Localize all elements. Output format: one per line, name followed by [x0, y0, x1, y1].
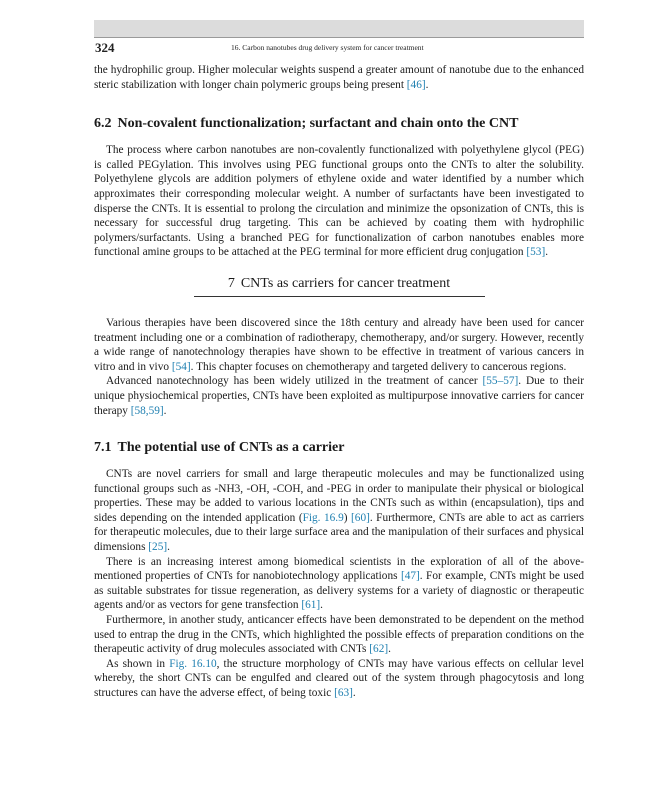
figure-link[interactable]: Fig. 16.10 [169, 657, 217, 670]
section-title: The potential use of CNTs as a carrier [117, 440, 345, 456]
section-title: CNTs as carriers for cancer treatment [240, 275, 451, 291]
paragraph-nanotechnology: Advanced nanotechnology has been widely utilized in the treatment of cancer [55–57]. Due to their unique physiochemical properties, CNTs have been exploited as multipurpose innovative carriers for cancer therapy [58,59]. [94, 375, 585, 417]
section-heading-6-2 [94, 115, 584, 133]
paragraph-novel-carriers: CNTs are novel carriers for small and large therapeutic molecules and may be functionalized using functional groups such as -NH3, -OH, -COH, and -PEG in order to manipulate their physical or biological properties. These may be added to various locations in the CNTs such as within (encapsulation), tips and sides depending on the intended application (Fig. 16.9) [60]. Furthermore, CNTs are able to act as carriers for therapeutic molecules, due to their large surface area and the manipulation of their surfaces and physical dimensions [25]. [94, 468, 584, 554]
section-title: Non-covalent functionalization; surfactant and chain onto the CNT [117, 116, 519, 132]
citation-link[interactable]: [61] [301, 599, 321, 612]
paragraph-morphology: As shown in Fig. 16.10, the structure morphology of CNTs may have various effects on cellular level whereby, the short CNTs can be engulfed and cleared out of the system through phagocytosis and long structures can have the adverse effect, of being toxic [63]. [94, 657, 584, 699]
section-number: 7 [227, 275, 235, 291]
intro-paragraph: the hydrophilic group. Higher molecular weights suspend a greater amount of nanotube due to the enhanced steric stabilization with longer chain polymeric groups being present [46]. [94, 64, 584, 91]
chapter-title: 16. Carbon nanotubes drug delivery system for cancer treatment [231, 43, 424, 52]
section-number: 6.2 [94, 116, 112, 132]
running-head [94, 37, 584, 56]
paragraph-biomedical-interest: There is an increasing interest among biomedical scientists in the exploration of all of the above-mentioned properties of CNTs for nanobiotechnology applications [47]. For example, CNTs might be used as suitable substrates for tissue regeneration, as delivery systems for a variety of diagnostic or therapeutic agents and/or as vectors for gene transfection [61]. [94, 555, 585, 612]
section-heading-7-1 [94, 439, 584, 457]
citation-link[interactable]: [46] [406, 78, 426, 91]
paragraph-therapies: Various therapies have been discovered since the 18th century and already have been used for cancer treatment including one or a combination of radiotherapy, chemotherapy, and/or surgery. However, recently a wide range of nanotechnology therapies have shown to be effective in treatment of various cancers in vitro and in vivo [54]. This chapter focuses on chemotherapy and targeted delivery to cancerous regions. [94, 316, 584, 373]
citation-link[interactable]: [54] [171, 360, 191, 373]
citation-link[interactable]: [60] [351, 511, 370, 524]
citation-link[interactable]: [53] [526, 246, 546, 259]
paragraph-anticancer-effects: Furthermore, in another study, anticancer effects have been demonstrated to be dependent on the method used to entrap the drug in the CNTs, which highlighted the possible effects of preparation conditions on the therapeutic activity of drug molecules associated with CNTs [62]. [94, 614, 584, 656]
figure-link[interactable]: Fig. 16.9 [302, 511, 344, 524]
page-number: 324 [95, 40, 115, 55]
page-body [94, 63, 584, 701]
citation-link[interactable]: [47] [400, 570, 420, 583]
section-heading-7 [194, 275, 485, 297]
paragraph-pegylation: The process where carbon nanotubes are non-covalently functionalized with polyethylene glycol (PEG) is called PEGylation. This involves using PEG functional groups onto the CNTs to alter the solubility. Polyethylene glycols are addition polymers of ethylene oxide and water identified by a number which approximates their corresponding molecular weight. A number of surfactants have been investigated to disperse the CNTs. It is essential to prolong the circulation and minimize the opsonization of CNTs, this is necessary for successful drug targeting. This can be achieved by coating them with hydrophilic polymers/surfactants. Using a branched PEG for functionalization of carbon nanotubes enables more functional amine groups to be attached at the PEG terminal for more efficient drug conjugation [53]. [94, 144, 584, 259]
citation-link[interactable]: [58,59] [130, 404, 164, 417]
citation-link[interactable]: [25] [148, 541, 168, 554]
citation-link[interactable]: [62] [369, 643, 389, 656]
citation-link[interactable]: [63] [334, 687, 353, 699]
section-number: 7.1 [94, 440, 112, 456]
header-band [94, 20, 584, 37]
citation-link[interactable]: [55–57] [482, 375, 519, 388]
